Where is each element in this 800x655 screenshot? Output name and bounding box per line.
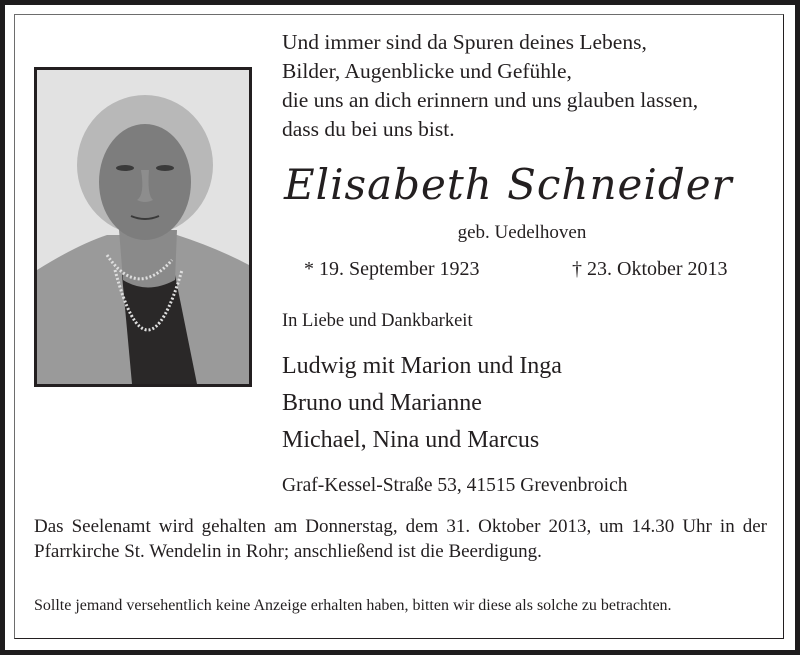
death-date: † 23. Oktober 2013 [572,258,728,280]
birth-date: * 19. September 1923 [304,258,480,280]
mourner-family: Michael, Nina und Marcus [282,427,540,453]
memorial-poem [282,28,698,144]
service-announcement: Das Seelenamt wird gehalten am Donnerstag, dem 31. Oktober 2013, um 14.30 Uhr in der Pfarrkirche St. Wendelin in Rohr; anschließend ist die Beerdigung. [34,516,767,562]
maiden-name: geb. Uedelhoven [457,222,587,243]
mourner-family: Ludwig mit Marion und Inga [282,353,562,379]
notice-note: Sollte jemand versehentlich keine Anzeige erhalten haben, bitten wir diese als solche zu betrachten. [34,597,672,614]
poem-line: die uns an dich erinnern und uns glauben lassen, [282,88,699,112]
mourners-address: Graf-Kessel-Straße 53, 41515 Grevenbroich [282,475,628,496]
poem-line: dass du bei uns bist. [282,117,455,141]
deceased-name: Elisabeth Schneider [284,160,733,209]
poem-line: Und immer sind da Spuren deines Lebens, [282,30,647,54]
mourners-list [282,348,562,459]
portrait-image [37,70,249,384]
poem-line: Bilder, Augenblicke und Gefühle, [282,59,572,83]
mourner-family: Bruno und Marianne [282,390,482,416]
portrait-photo [34,67,252,387]
mourners-intro: In Liebe und Dankbarkeit [282,311,473,331]
